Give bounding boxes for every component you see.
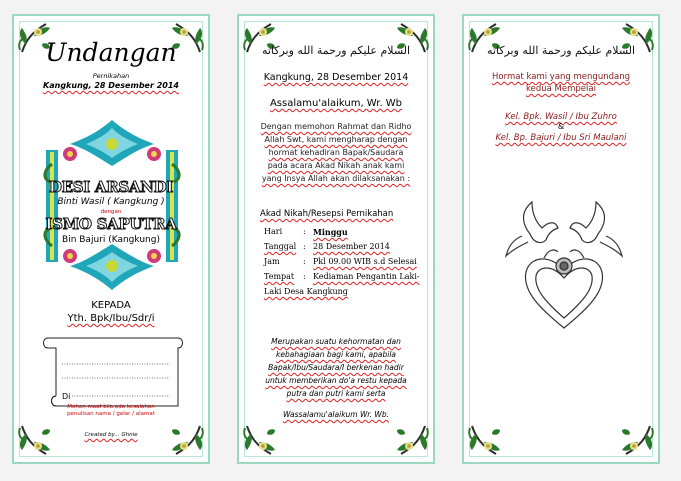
invitation-subtitle: Pernikahan bbox=[92, 72, 130, 80]
detail-label: Hari bbox=[264, 227, 283, 236]
family-name-1: Kel. Bpk. Wasil / Ibu Zuhro bbox=[505, 112, 617, 122]
cover-panel bbox=[12, 14, 210, 464]
detail-value: Laki Desa Kangkung bbox=[264, 287, 348, 296]
detail-label: Tanggal bbox=[264, 242, 297, 251]
greeting: Assalamu'alaikum, Wr. Wb bbox=[269, 98, 403, 109]
ampersand: & bbox=[557, 122, 565, 131]
credit-text: Created by... Ghnie bbox=[84, 432, 138, 438]
family-panel bbox=[462, 14, 660, 464]
flower-ornament-icon bbox=[395, 424, 431, 460]
regards-line: kedua Mempelai bbox=[526, 84, 596, 94]
detail-value: Minggu bbox=[313, 227, 348, 237]
closing-line: Bapak/Ibu/Saudara/I berkenan hadir bbox=[268, 363, 404, 372]
note-line-1: Mohon maaf bila ada kesalahan bbox=[67, 404, 155, 410]
detail-value: Kediaman Pengantin Laki- bbox=[313, 272, 420, 281]
body-line: hormat kehadiran Bapak/Saudara bbox=[268, 148, 404, 157]
detail-label: Tempat bbox=[264, 272, 295, 281]
arabic-salam: السلام عليكم ورحمة الله وبركاته bbox=[486, 44, 636, 57]
invitation-title: Undangan bbox=[45, 38, 177, 67]
flower-ornament-icon bbox=[241, 424, 277, 460]
event-title: Akad Nikah/Resepsi Pernikahan bbox=[260, 209, 394, 219]
note-line-2: penulisan nama / gelar / alamat bbox=[67, 411, 155, 417]
family-name-2: Kel. Bp. Bajuri / Ibu Sri Maulani bbox=[495, 133, 627, 143]
to-label: KEPADA bbox=[91, 300, 131, 311]
flower-ornament-icon bbox=[16, 424, 52, 460]
cover-date: Kangkung, 28 Desember 2014 bbox=[43, 81, 179, 90]
groom-parents: Bin Bajuri (Kangkung) bbox=[62, 235, 160, 245]
closing-line: kebahagiaan bagi kami, apabila bbox=[276, 350, 396, 359]
connector-word: dengan bbox=[100, 209, 122, 215]
flower-ornament-icon bbox=[620, 424, 656, 460]
details-panel: السلام عليكم ورحمة الله وبركاته Kangkung, 28 Desember 2014 Assalamu'alaikum, Wr. Wb Dengan memohon Rahmat dan Ridho Allah Swt, kami mengharap dengan hormat kehadiran Bapak/Saudara pada acara Akad Nikah anak kami yang Insya Allah akan dilaksanakan : Akad Nikah/Resepsi Pernikahan Hari : Minggu Tanggal : 28 Desember 2014 Jam : Pkl 09.00 WIB s.d Selesai Tempat : Kediaman Pengantin Laki- Laki Desa Kangkung Merupakan suatu kehormatan dan kebahagiaan bagi kami, apabila Bapak/Ibu/Saudara/I berkenan hadir untuk memberikan do'a restu kepada putra dan putri kami serta Wassalamu'alaikum Wr. Wb. bbox=[237, 14, 435, 464]
arabic-salam: السلام عليكم ورحمة الله وبركاته bbox=[261, 44, 411, 57]
doves-heart-icon bbox=[502, 200, 626, 330]
groom-name: ISMO SAPUTRA bbox=[45, 215, 177, 233]
closing-salam: Wassalamu'alaikum Wr. Wb. bbox=[283, 410, 389, 419]
to-sub-label: Yth. Bpk/Ibu/Sdr/i bbox=[67, 313, 155, 324]
closing-line: untuk memberikan do'a restu kepada bbox=[265, 376, 407, 385]
letter-date: Kangkung, 28 Desember 2014 bbox=[263, 72, 409, 83]
flower-ornament-icon bbox=[170, 424, 206, 460]
flower-ornament-icon bbox=[466, 424, 502, 460]
detail-value: 28 Desember 2014 bbox=[313, 242, 390, 251]
bride-parents: Binti Wasil ( Kangkung ) bbox=[57, 197, 165, 207]
body-line: Dengan memohon Rahmat dan Ridho bbox=[260, 122, 412, 131]
closing-line: Merupakan suatu kehormatan dan bbox=[271, 337, 401, 346]
body-line: pada acara Akad Nikah anak kami bbox=[267, 161, 405, 170]
detail-value: Pkl 09.00 WIB s.d Selesai bbox=[313, 257, 417, 266]
regards-line: Hormat kami yang mengundang bbox=[492, 72, 630, 82]
closing-line: putra dan putri kami serta bbox=[286, 389, 386, 398]
bride-name: DESI ARSANDI bbox=[48, 178, 174, 196]
di-label: Di bbox=[62, 392, 71, 401]
body-line: yang Insya Allah akan dilaksanakan : bbox=[261, 174, 411, 183]
detail-label: Jam bbox=[264, 257, 280, 266]
body-line: Allah Swt, kami mengharap dengan bbox=[264, 135, 408, 144]
